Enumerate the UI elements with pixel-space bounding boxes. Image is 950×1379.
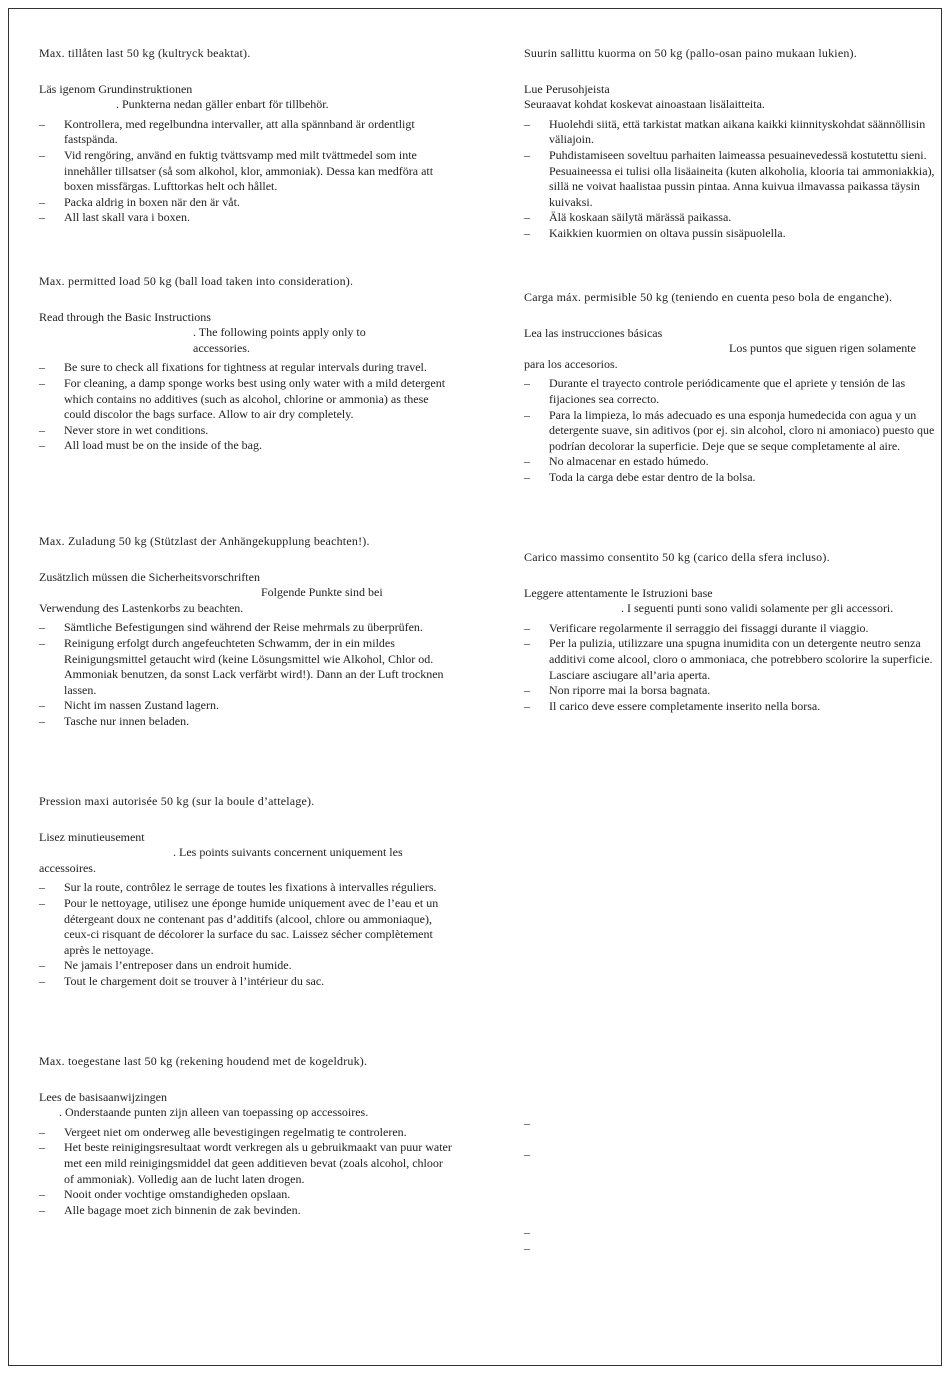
read-line-1: Läs igenom Grundinstruktionen: [39, 81, 193, 96]
section-fi: [524, 46, 936, 242]
list-item: – Durante el trayecto controle periódicamente que el apriete y tensión de las fijaciones sea correcto.: [524, 376, 936, 407]
list-item: – Het beste reinigingsresultaat wordt verkregen als u gebruikmaakt van puur water met een mild reinigingsmiddel dat geen additieven bevat (zoals alcohol, chloor of ammoniak). Volledig aan de lucht laten drogen.: [39, 1140, 454, 1187]
read-line-1: Lisez minutieusement: [39, 829, 145, 844]
max-load-text: Carico massimo consentito 50 kg (carico della sfera incluso).: [524, 550, 830, 564]
section-fr: [39, 794, 454, 990]
read-line-2: . The following points apply only to accessories.: [193, 325, 366, 355]
max-load-text: Max. Zuladung 50 kg (Stützlast der Anhängekupplung beachten!).: [39, 534, 370, 548]
list-item: – Sämtliche Befestigungen sind während der Reise mehrmals zu überprüfen.: [39, 620, 454, 636]
item-list: [39, 880, 454, 989]
read-line-2: . Onderstaande punten zijn alleen van toepassing op accessoires.: [59, 1105, 369, 1120]
list-item: – Reinigung erfolgt durch angefeuchteten Schwamm, der in ein mildes Reinigungsmittel getaucht wird (keine Lösungsmittel wie Alkohol, Chlor od. Ammoniak benutzen, da sonst Lack verfärbt wird!). Dann an der Luft trocknen lassen.: [39, 636, 454, 698]
list-item: – No almacenar en estado húmedo.: [524, 454, 936, 470]
list-item: – For cleaning, a damp sponge works best using only water with a mild detergent which contains no additives (such as alcohol, chlorine or ammonia) as these could discolor the bags surface. Allow to air dry completely.: [39, 376, 454, 423]
read-instructions: [39, 310, 454, 357]
read-instructions: [39, 830, 454, 877]
item-list: [39, 620, 454, 729]
list-item: – Para la limpieza, lo más adecuado es una esponja humedecida con agua y un detergente suave, sin aditivos (por ej. sin alcohol, cloro ni amoniaco) puesto que podrían decolorar la superficie. Deje que se seque completamente al aire.: [524, 408, 936, 455]
read-instructions: [39, 570, 454, 617]
list-item: – Never store in wet conditions.: [39, 423, 454, 439]
list-item: – Ne jamais l’entreposer dans un endroit humide.: [39, 958, 454, 974]
page-frame: [8, 8, 942, 1366]
item-list: [39, 360, 454, 454]
list-item: – Älä koskaan säilytä märässä paikassa.: [524, 210, 936, 226]
read-line-1: Read through the Basic Instructions: [39, 309, 211, 324]
max-load-text: Max. permitted load 50 kg (ball load taken into consideration).: [39, 274, 354, 288]
list-item: – Tasche nur innen beladen.: [39, 714, 454, 730]
read-line-2: . Punkterna nedan gäller enbart för tillbehör.: [116, 97, 329, 112]
list-item: – Pour le nettoyage, utilisez une éponge humide uniquement avec de l’eau et un détergeant doux ne contenant pas d’additifs (alcool, chlore ou ammoniaque), ceux-ci risquant de décolorer la surface du sac. Laissez sécher complètement après le nettoyage.: [39, 896, 454, 958]
read-line-2: . Les points suivants concernent uniquement les accessoires.: [39, 845, 403, 875]
read-instructions: [524, 326, 936, 373]
item-list: [39, 117, 454, 226]
read-instructions: [524, 82, 936, 113]
max-load-text: Max. toegestane last 50 kg (rekening houdend met de kogeldruk).: [39, 1054, 368, 1068]
orphan-dash: –: [524, 1241, 530, 1255]
section-sv: [39, 46, 454, 226]
list-item: – Nicht im nassen Zustand lagern.: [39, 698, 454, 714]
list-item: – Nooit onder vochtige omstandigheden opslaan.: [39, 1187, 454, 1203]
orphan-dash: –: [524, 1147, 530, 1161]
section-en: [39, 274, 454, 454]
list-item: – Il carico deve essere completamente inserito nella borsa.: [524, 699, 936, 715]
list-item: – Toda la carga debe estar dentro de la bolsa.: [524, 470, 936, 486]
list-item: – Kontrollera, med regelbundna intervaller, att alla spännband är ordentligt fastspända.: [39, 117, 454, 148]
list-item: – Vid rengöring, använd en fuktig tvättsvamp med milt tvättmedel som inte innehåller tillsatser (så som alkohol, klor, ammoniak). Dessa kan medföra att boxen missfärgas. Lufttorkas helt och hållet.: [39, 148, 454, 195]
list-item: – Kaikkien kuormien on oltava pussin sisäpuolella.: [524, 226, 936, 242]
list-item: – All load must be on the inside of the bag.: [39, 438, 454, 454]
read-line-2: Los puntos que siguen rigen solamente para los accesorios.: [524, 341, 916, 371]
list-item: – All last skall vara i boxen.: [39, 210, 454, 226]
read-line-2: Seuraavat kohdat koskevat ainoastaan lisälaitteita.: [524, 97, 765, 112]
read-line-1: Lea las instrucciones básicas: [524, 325, 663, 340]
read-instructions: [524, 586, 936, 617]
read-line-2: . I seguenti punti sono validi solamente per gli accessori.: [621, 601, 894, 616]
read-instructions: [39, 82, 454, 113]
read-line-1: Lees de basisaanwijzingen: [39, 1089, 167, 1104]
read-line-1: Leggere attentamente le Istruzioni base: [524, 585, 713, 600]
list-item: – Packa aldrig in boxen när den är våt.: [39, 195, 454, 211]
max-load-text: Suurin sallittu kuorma on 50 kg (pallo-osan paino mukaan lukien).: [524, 46, 857, 60]
read-line-1: Lue Perusohjeista: [524, 81, 610, 96]
item-list: [524, 621, 936, 715]
list-item: – Huolehdi siitä, että tarkistat matkan aikana kaikki kiinnityskohdat säännöllisin väliajoin.: [524, 117, 936, 148]
item-list: [524, 117, 936, 242]
orphan-dash: –: [524, 1116, 530, 1130]
item-list: [39, 1125, 454, 1219]
orphan-dash: –: [524, 1225, 530, 1239]
section-es: [524, 290, 936, 486]
read-line-2: Folgende Punkte sind bei Verwendung des Lastenkorbs zu beachten.: [39, 585, 383, 615]
max-load-text: Pression maxi autorisée 50 kg (sur la boule d’attelage).: [39, 794, 315, 808]
read-line-1: Zusätzlich müssen die Sicherheitsvorschriften: [39, 569, 260, 584]
list-item: – Sur la route, contrôlez le serrage de toutes les fixations à intervalles réguliers.: [39, 880, 454, 896]
item-list: [524, 376, 936, 485]
list-item: – Non riporre mai la borsa bagnata.: [524, 683, 936, 699]
list-item: – Alle bagage moet zich binnenin de zak bevinden.: [39, 1203, 454, 1219]
section-nl: [39, 1054, 454, 1218]
list-item: – Tout le chargement doit se trouver à l’intérieur du sac.: [39, 974, 454, 990]
list-item: – Puhdistamiseen soveltuu parhaiten laimeassa pesuainevedessä kostutettu sieni. Pesuaineessa ei tulisi olla lisäaineita (kuten alkoholia, klooria tai ammoniakkia), sillä ne voivat haalistaa pussin pintaa. Anna kuivua ilmavassa paikassa täysin kuivaksi.: [524, 148, 936, 210]
read-instructions: [39, 1090, 454, 1121]
max-load-text: Max. tillåten last 50 kg (kultryck beaktat).: [39, 46, 251, 60]
section-de: [39, 534, 454, 730]
list-item: – Per la pulizia, utilizzare una spugna inumidita con un detergente neutro senza additivi come alcool, cloro o ammoniaca, che potrebbero scolorire la superficie. Lasciare asciugare all’aria aperta.: [524, 636, 936, 683]
list-item: – Vergeet niet om onderweg alle bevestigingen regelmatig te controleren.: [39, 1125, 454, 1141]
section-it: [524, 550, 936, 714]
max-load-text: Carga máx. permisible 50 kg (teniendo en cuenta peso bola de enganche).: [524, 290, 893, 304]
list-item: – Be sure to check all fixations for tightness at regular intervals during travel.: [39, 360, 454, 376]
list-item: – Verificare regolarmente il serraggio dei fissaggi durante il viaggio.: [524, 621, 936, 637]
